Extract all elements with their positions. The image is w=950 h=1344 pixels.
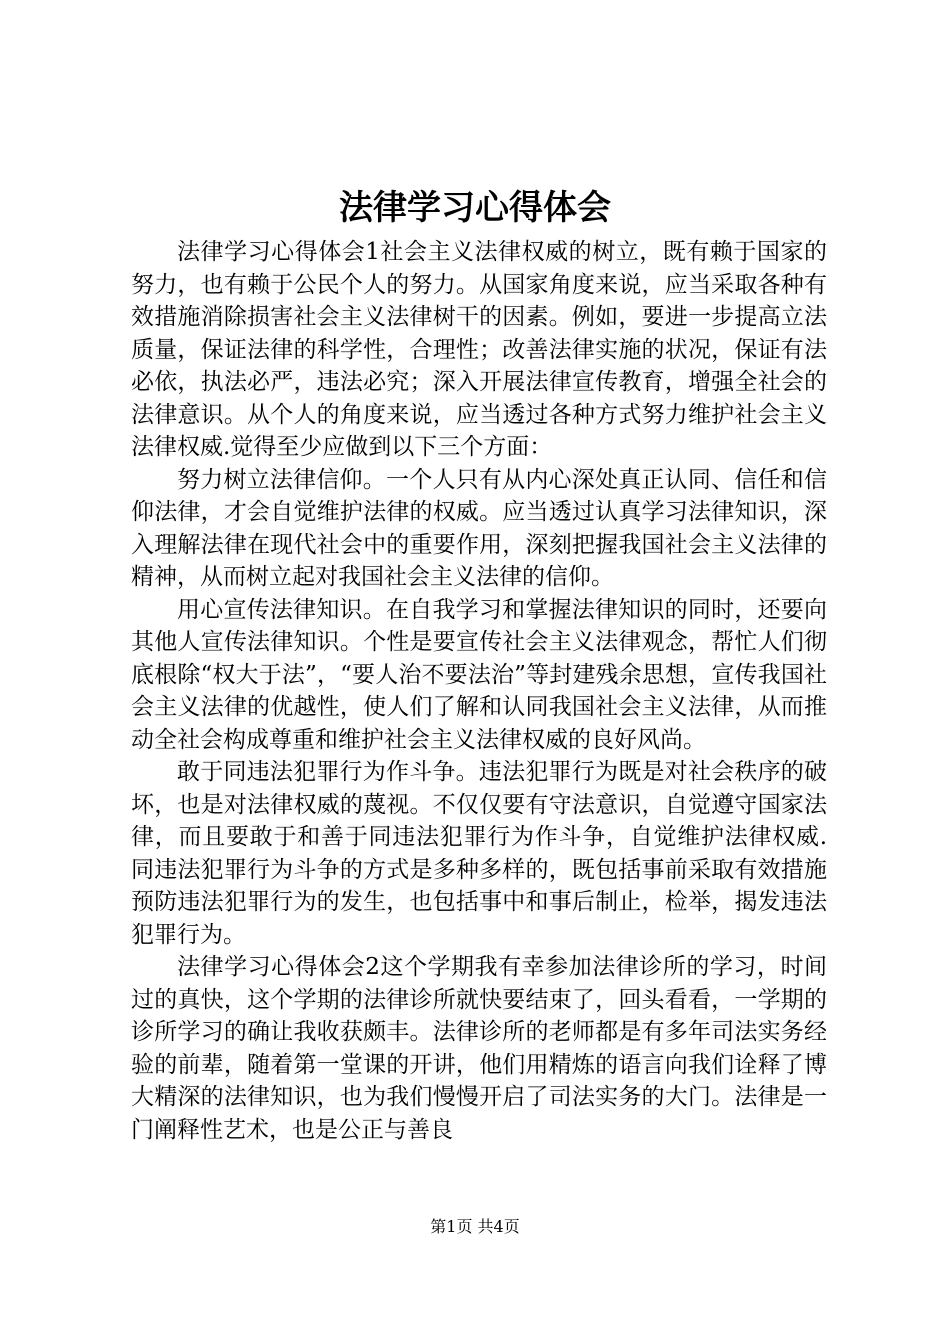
paragraph-3: 用心宣传法律知识。在自我学习和掌握法律知识的同时，还要向其他人宣传法律知识。个性是要宣传社会主义法律观念，帮忙人们彻底根除“权大于法”，“要人治不要法治”等封建残余思想，宣传我国社会主义法律的优越性，使人们了解和认同我国社会主义法律，从而推动全社会构成尊重和维护社会主义法律权威的良好风尚。 [131,596,827,753]
document-title: 法律学习心得体会 [339,188,611,228]
page-number-footer: 第1页 共4页 [430,1217,520,1236]
paragraph-5: 法律学习心得体会2这个学期我有幸参加法律诊所的学习，时间过的真快，这个学期的法律诊所就快要结束了，回头看看，一学期的诊所学习的确让我收获颇丰。法律诊所的老师都是有多年司法实务经验的前辈，随着第一堂课的开讲，他们用精炼的语言向我们诠释了博大精深的法律知识，也为我们慢慢开启了司法实务的大门。法律是一门阐释性艺术，也是公正与善良 [131,954,827,1143]
paragraph-4: 敢于同违法犯罪行为作斗争。违法犯罪行为既是对社会秩序的破坏，也是对法律权威的蔑视。不仅仅要有守法意识，自觉遵守国家法律，而且要敢于和善于同违法犯罪行为作斗争，自觉维护法律权威.同违法犯罪行为斗争的方式是多种多样的，既包括事前采取有效措施预防违法犯罪行为的发生，也包括事中和事后制止，检举，揭发违法犯罪行为。 [131,759,827,948]
paragraph-1: 法律学习心得体会1社会主义法律权威的树立，既有赖于国家的努力，也有赖于公民个人的努力。从国家角度来说，应当采取各种有效措施消除损害社会主义法律树干的因素。例如，要进一步提高立法质量，保证法律的科学性，合理性；改善法律实施的状况，保证有法必依，执法必严，违法必究；深入开展法律宣传教育，增强全社会的法律意识。从个人的角度来说，应当透过各种方式努力维护社会主义法律权威.觉得至少应做到以下三个方面： [131,239,827,460]
document-body [131,236,827,1146]
paragraph-2: 努力树立法律信仰。一个人只有从内心深处真正认同、信任和信仰法律，才会自觉维护法律的权威。应当透过认真学习法律知识，深入理解法律在现代社会中的重要作用，深刻把握我国社会主义法律的精神，从而树立起对我国社会主义法律的信仰。 [131,466,827,590]
